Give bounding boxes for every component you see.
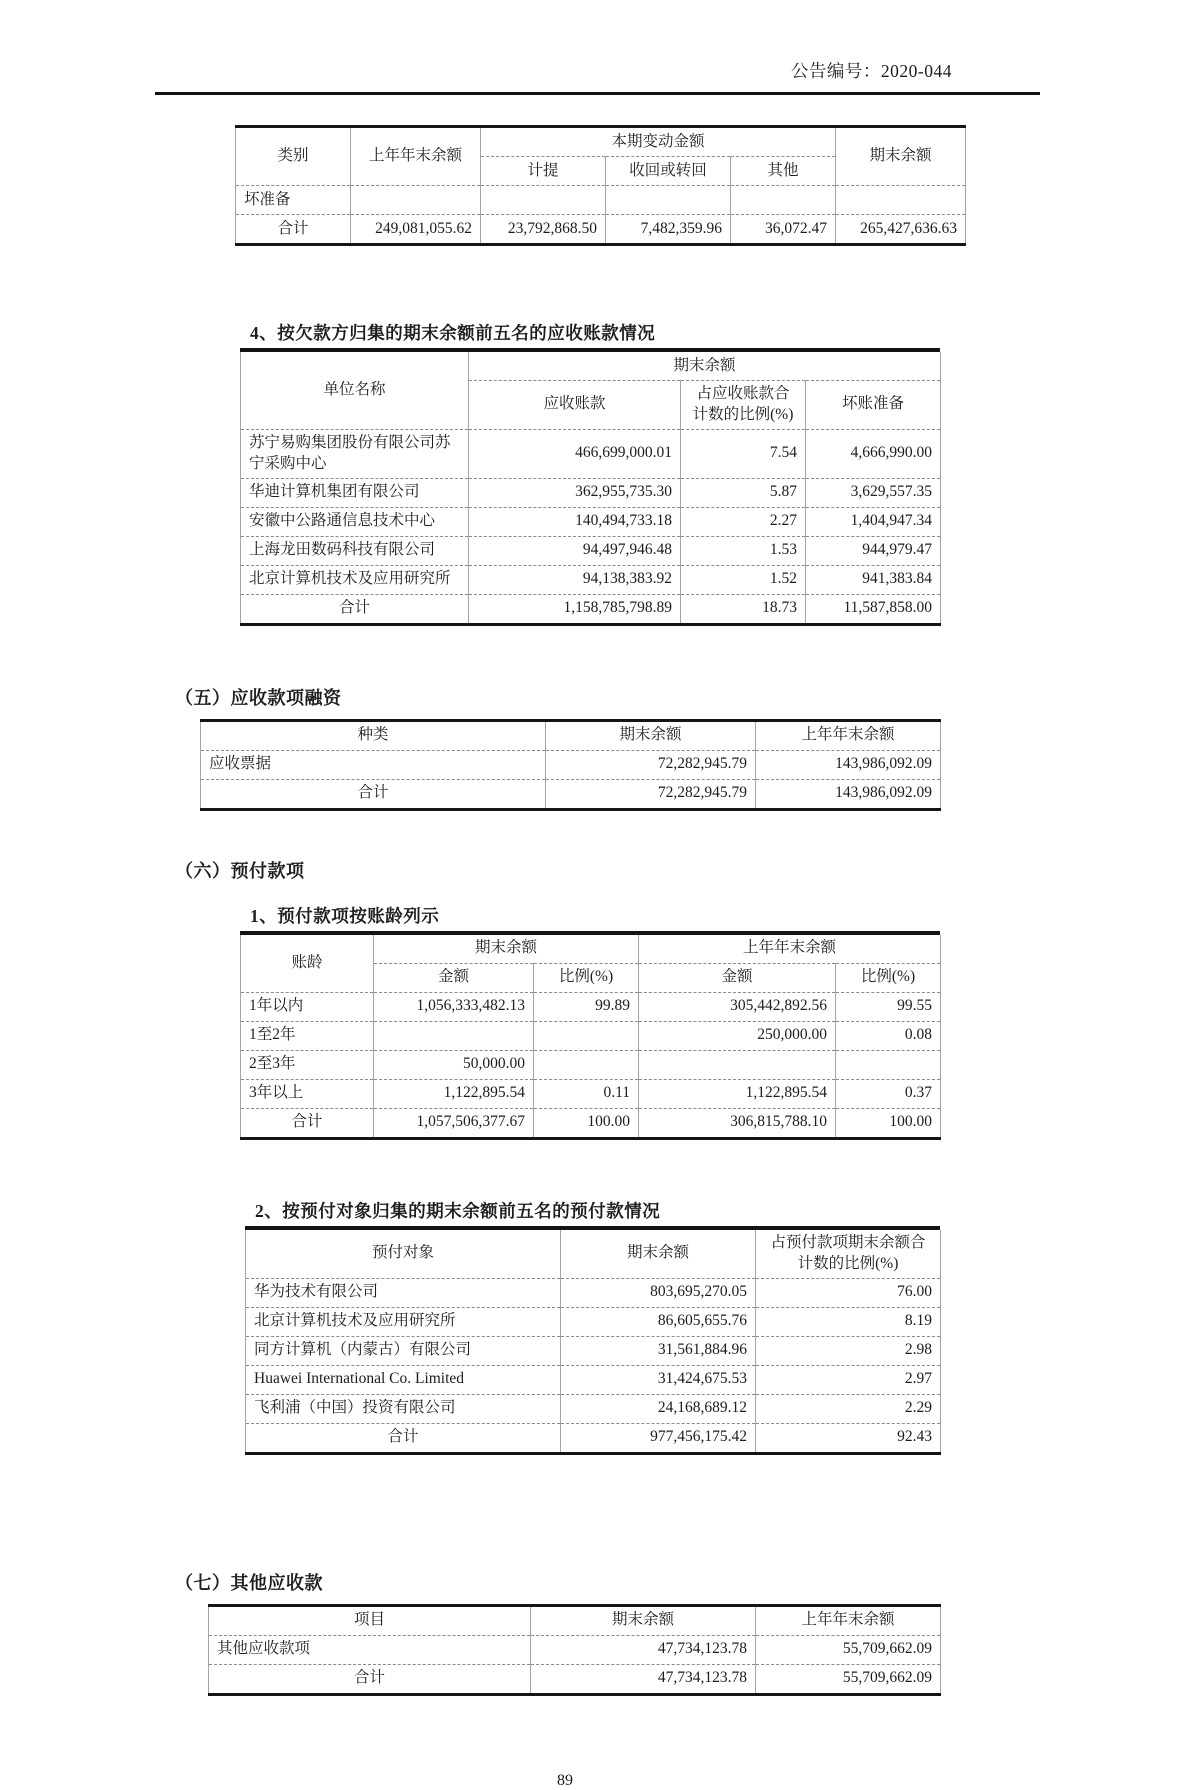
- top5-receivables-table: [240, 352, 941, 626]
- section-4-title: 4、按欠款方归集的期末余额前五名的应收账款情况: [240, 320, 940, 352]
- col-header-other: 其他: [731, 157, 836, 186]
- cell-amount: 1,122,895.54: [639, 1079, 836, 1108]
- other-receivables-table: [208, 1604, 941, 1696]
- cell-amount: 1,122,895.54: [374, 1079, 534, 1108]
- col-header-ending: 期末余额: [531, 1605, 756, 1635]
- cell-pct: 7.54: [681, 429, 806, 478]
- table-row: [241, 429, 941, 478]
- cell-unit-name: 上海龙田数码科技有限公司: [241, 536, 469, 565]
- cell-ending: 72,282,945.79: [546, 750, 756, 779]
- cell-unit-name: 安徽中公路通信息技术中心: [241, 507, 469, 536]
- table-row: [246, 1278, 941, 1307]
- col-header-ending-balance: 期末余额: [836, 127, 966, 186]
- table-row: [246, 1307, 941, 1336]
- cell-pct: 0.08: [836, 1021, 941, 1050]
- table-row: [241, 992, 941, 1021]
- cell-ending: 31,424,675.53: [561, 1365, 756, 1394]
- table-total-row: [236, 215, 966, 245]
- table-row: [246, 1394, 941, 1423]
- cell-pct: 2.98: [756, 1336, 941, 1365]
- section-6-title: （六）预付款项: [175, 860, 305, 881]
- cell-other: [731, 186, 836, 215]
- col-header-amount: 金额: [374, 963, 534, 992]
- cell-bad: 3,629,557.35: [806, 478, 941, 507]
- col-header-current-change: 本期变动金额: [481, 127, 836, 157]
- cell-amount: 306,815,788.10: [639, 1108, 836, 1138]
- cell-pct: 1.52: [681, 565, 806, 594]
- col-header-kind: 种类: [201, 720, 546, 750]
- table-total-row: [241, 594, 941, 624]
- cell-pct: [836, 1050, 941, 1079]
- cell-pct: 92.43: [756, 1423, 941, 1453]
- cell-ending: [836, 186, 966, 215]
- cell-kind: 合计: [201, 779, 546, 809]
- table-total-row: [209, 1664, 941, 1694]
- table-row: [241, 478, 941, 507]
- cell-ending: 47,734,123.78: [531, 1664, 756, 1694]
- cell-prior: 143,986,092.09: [756, 779, 941, 809]
- cell-bad: 944,979.47: [806, 536, 941, 565]
- page-number: 89: [557, 1771, 573, 1789]
- cell-item: 合计: [209, 1664, 531, 1694]
- cell-pct: 100.00: [836, 1108, 941, 1138]
- cell-pct: 2.29: [756, 1394, 941, 1423]
- cell-prepay-target: 合计: [246, 1423, 561, 1453]
- table-header-row: [236, 127, 966, 157]
- table-total-row: [246, 1423, 941, 1453]
- cell-amount: 305,442,892.56: [639, 992, 836, 1021]
- cell-other: 36,072.47: [731, 215, 836, 245]
- col-header-bad-debt: 坏账准备: [806, 381, 941, 430]
- col-header-prior-balance: 上年年末余额: [351, 127, 481, 186]
- cell-ending: 72,282,945.79: [546, 779, 756, 809]
- cell-age: 合计: [241, 1108, 374, 1138]
- cell-bad: 941,383.84: [806, 565, 941, 594]
- col-header-ending-balance: 期末余额: [374, 935, 639, 964]
- section-6-1-title: 1、预付款项按账龄列示: [240, 903, 940, 935]
- col-header-prior: 上年年末余额: [756, 720, 941, 750]
- cell-amount: 1,056,333,482.13: [374, 992, 534, 1021]
- cell-pct: 18.73: [681, 594, 806, 624]
- cell-ending: 977,456,175.42: [561, 1423, 756, 1453]
- cell-pct: 2.27: [681, 507, 806, 536]
- cell-prior: 249,081,055.62: [351, 215, 481, 245]
- cell-recover: 7,482,359.96: [606, 215, 731, 245]
- cell-unit-name: 合计: [241, 594, 469, 624]
- col-header-pct: 比例(%): [534, 963, 639, 992]
- cell-ending: 803,695,270.05: [561, 1278, 756, 1307]
- cell-amount: [374, 1021, 534, 1050]
- col-header-age: 账龄: [241, 935, 374, 993]
- prepayment-aging-table: [240, 935, 941, 1140]
- table-header-row: [241, 935, 941, 964]
- table-row: [241, 507, 941, 536]
- cell-amount: 50,000.00: [374, 1050, 534, 1079]
- table-row: [236, 186, 966, 215]
- table-row: [241, 1050, 941, 1079]
- col-header-ending: 期末余额: [561, 1230, 756, 1278]
- cell-prior: 143,986,092.09: [756, 750, 941, 779]
- cell-ar: 94,138,383.92: [469, 565, 681, 594]
- cell-bad: 11,587,858.00: [806, 594, 941, 624]
- bad-debt-provision-table: [235, 125, 966, 246]
- cell-ar: 362,955,735.30: [469, 478, 681, 507]
- cell-age: 2至3年: [241, 1050, 374, 1079]
- cell-ending: 47,734,123.78: [531, 1635, 756, 1664]
- cell-pct: 76.00: [756, 1278, 941, 1307]
- cell-ending: 265,427,636.63: [836, 215, 966, 245]
- cell-pct: 99.55: [836, 992, 941, 1021]
- col-header-prepay-target: 预付对象: [246, 1230, 561, 1278]
- col-header-recover: 收回或转回: [606, 157, 731, 186]
- col-header-unit-name: 单位名称: [241, 352, 469, 429]
- col-header-percentage: 占应收账款合计数的比例(%): [681, 381, 806, 430]
- table-row: [246, 1336, 941, 1365]
- table-header-row: [241, 352, 941, 381]
- cell-unit-name: 北京计算机技术及应用研究所: [241, 565, 469, 594]
- cell-prepay-target: 飞利浦（中国）投资有限公司: [246, 1394, 561, 1423]
- cell-ar: 1,158,785,798.89: [469, 594, 681, 624]
- cell-ar: 140,494,733.18: [469, 507, 681, 536]
- cell-prior: [351, 186, 481, 215]
- cell-ar: 466,699,000.01: [469, 429, 681, 478]
- col-header-item: 项目: [209, 1605, 531, 1635]
- cell-amount: 1,057,506,377.67: [374, 1108, 534, 1138]
- col-header-prior-balance: 上年年末余额: [639, 935, 941, 964]
- cell-ar: 94,497,946.48: [469, 536, 681, 565]
- cell-bad: 1,404,947.34: [806, 507, 941, 536]
- col-header-pct: 占预付款项期末余额合计数的比例(%): [756, 1230, 941, 1278]
- cell-recover: [606, 186, 731, 215]
- cell-unit-name: 苏宁易购集团股份有限公司苏宁采购中心: [241, 429, 469, 478]
- cell-category: 坏准备: [236, 186, 351, 215]
- cell-accrual: [481, 186, 606, 215]
- cell-item: 其他应收款项: [209, 1635, 531, 1664]
- cell-pct: 100.00: [534, 1108, 639, 1138]
- table-row: [246, 1365, 941, 1394]
- table-total-row: [241, 1108, 941, 1138]
- top5-prepayments-table: [245, 1230, 941, 1455]
- cell-pct: [534, 1050, 639, 1079]
- table-row: [241, 1079, 941, 1108]
- col-header-accrual: 计提: [481, 157, 606, 186]
- cell-accrual: 23,792,868.50: [481, 215, 606, 245]
- cell-pct: 2.97: [756, 1365, 941, 1394]
- cell-ending: 86,605,655.76: [561, 1307, 756, 1336]
- cell-pct: [534, 1021, 639, 1050]
- cell-amount: [639, 1050, 836, 1079]
- receivables-financing-table: [200, 719, 941, 811]
- col-header-ending-balance: 期末余额: [469, 352, 941, 381]
- table-row: [241, 536, 941, 565]
- col-header-ending: 期末余额: [546, 720, 756, 750]
- table-row: [241, 1021, 941, 1050]
- cell-pct: 99.89: [534, 992, 639, 1021]
- page-header: [155, 58, 1040, 95]
- cell-prepay-target: 华为技术有限公司: [246, 1278, 561, 1307]
- cell-bad: 4,666,990.00: [806, 429, 941, 478]
- cell-prior: 55,709,662.09: [756, 1664, 941, 1694]
- cell-pct: 8.19: [756, 1307, 941, 1336]
- cell-amount: 250,000.00: [639, 1021, 836, 1050]
- table-row: [241, 565, 941, 594]
- table-total-row: [201, 779, 941, 809]
- announcement-number: 公告编号：2020-044: [790, 61, 952, 81]
- cell-unit-name: 华迪计算机集团有限公司: [241, 478, 469, 507]
- col-header-pct: 比例(%): [836, 963, 941, 992]
- table-header-row: [209, 1605, 941, 1635]
- cell-ending: 24,168,689.12: [561, 1394, 756, 1423]
- cell-pct: 0.11: [534, 1079, 639, 1108]
- section-6-2-title: 2、按预付对象归集的期末余额前五名的预付款情况: [245, 1198, 940, 1230]
- cell-pct: 0.37: [836, 1079, 941, 1108]
- col-header-amount: 金额: [639, 963, 836, 992]
- col-header-category: 类别: [236, 127, 351, 186]
- cell-prior: 55,709,662.09: [756, 1635, 941, 1664]
- table-header-row: [201, 720, 941, 750]
- cell-ending: 31,561,884.96: [561, 1336, 756, 1365]
- cell-kind: 应收票据: [201, 750, 546, 779]
- table-row: [201, 750, 941, 779]
- cell-age: 1年以内: [241, 992, 374, 1021]
- cell-category: 合计: [236, 215, 351, 245]
- section-7-title: （七）其他应收款: [175, 1572, 323, 1593]
- cell-pct: 1.53: [681, 536, 806, 565]
- cell-prepay-target: 同方计算机（内蒙古）有限公司: [246, 1336, 561, 1365]
- cell-prepay-target: 北京计算机技术及应用研究所: [246, 1307, 561, 1336]
- col-header-accounts-receivable: 应收账款: [469, 381, 681, 430]
- section-5-title: （五）应收款项融资: [175, 687, 342, 708]
- cell-prepay-target: Huawei International Co. Limited: [246, 1365, 561, 1394]
- table-header-row: [246, 1230, 941, 1278]
- cell-age: 3年以上: [241, 1079, 374, 1108]
- table-row: [209, 1635, 941, 1664]
- cell-age: 1至2年: [241, 1021, 374, 1050]
- cell-pct: 5.87: [681, 478, 806, 507]
- col-header-prior: 上年年末余额: [756, 1605, 941, 1635]
